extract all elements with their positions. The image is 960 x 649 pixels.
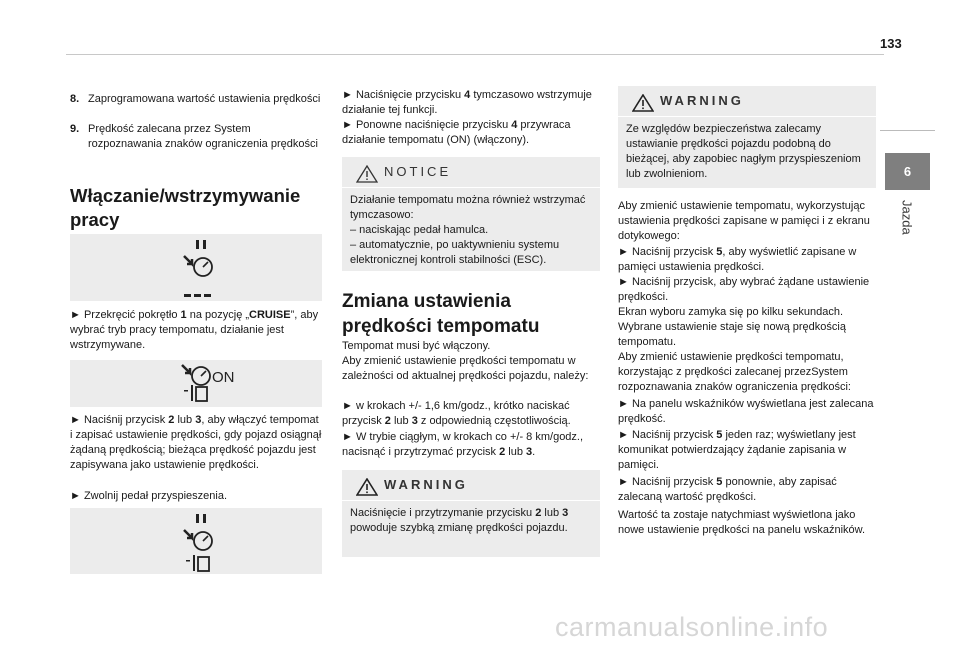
warning-label: WARNING — [660, 93, 744, 108]
page-number: 133 — [880, 36, 902, 51]
cruise-pause-illustration — [70, 508, 322, 574]
notice-line: Działanie tempomatu można również wstrzymać tymczasowo: — [350, 194, 586, 221]
notice-line: – automatycznie, po uaktywnieniu systemu elektronicznej kontroli stabilności (ESC). — [350, 239, 560, 266]
notice-header — [342, 157, 600, 187]
list-item-number: 8. — [70, 93, 80, 105]
watermark: carmanualsonline.info — [555, 612, 829, 642]
warning-header — [618, 86, 876, 116]
paragraph: Aby zmienić ustawienie prędkości tempomatu, korzystając z prędkości zalecanej przezSystem rozpoznawania znaków ograniczenia prędkości: — [618, 351, 851, 393]
cruise-pause-icon — [70, 508, 322, 574]
warning-box — [342, 470, 600, 557]
list-item — [70, 92, 322, 107]
warning-icon — [632, 94, 654, 112]
cruise-illustration — [70, 234, 322, 301]
warning-icon — [356, 478, 378, 496]
notice-box — [342, 157, 600, 271]
paragraph: Wartość ta zostaje natychmiast wyświetlona jako nowe ustawienie prędkości na panelu wskaźników. — [618, 509, 866, 536]
paragraph: ► Na panelu wskaźników wyświetlana jest zalecana prędkość. — [618, 398, 874, 425]
warning-body: Naciśnięcie i przytrzymanie przycisku 2 lub 3 powoduje szybką zmianę prędkości pojazdu. — [350, 507, 569, 534]
paragraph: ► Naciśnij przycisk 5 ponownie, aby zapisać zalecaną wartość prędkości. — [618, 476, 837, 503]
warning-header — [342, 470, 600, 500]
paragraph: Tempomat musi być włączony. — [342, 340, 491, 352]
notice-label: NOTICE — [384, 164, 452, 179]
paragraph: ► Ponowne naciśnięcie przycisku 4 przywraca działanie tempomatu (ON) (włączony). — [342, 119, 571, 146]
list-item — [70, 122, 322, 152]
cruise-on-icon — [70, 360, 322, 407]
cruise-dial-icon — [70, 234, 322, 301]
paragraph: ► Zwolnij pedał przyspieszenia. — [70, 490, 228, 502]
notice-line: – naciskając pedał hamulca. — [350, 224, 489, 236]
chapter-label — [880, 200, 935, 280]
list-item-text: Zaprogramowana wartość ustawienia prędkości — [88, 93, 321, 105]
warning-label: WARNING — [384, 477, 468, 492]
paragraph: Aby zmienić ustawienie tempomatu, wykorzystując ustawienia prędkości zapisane w pamięci i z ekranu dotykowego: — [618, 200, 870, 242]
paragraph: ► Naciśnij przycisk 5 jeden raz; wyświetlany jest komunikat potwierdzający żądanie zapisania w pamięci. — [618, 429, 856, 471]
paragraph: ► w krokach +/- 1,6 km/godz., krótko naciskać przycisk 2 lub 3 z odpowiednią częstotliwością. — [342, 400, 571, 427]
on-label: ON — [212, 369, 235, 386]
header-rule — [66, 54, 884, 55]
side-tab-rule — [880, 130, 935, 131]
paragraph: ► Naciśnij przycisk, aby wybrać żądane ustawienie prędkości. — [618, 276, 870, 303]
section-heading: Włączanie/wstrzymywanie pracy — [70, 185, 301, 230]
paragraph: ► Naciśnij przycisk 5, aby wyświetlić zapisane w pamięci ustawienia prędkości. — [618, 246, 857, 273]
warning-body: Ze względów bezpieczeństwa zalecamy ustawianie prędkości pojazdu podobną do bieżącej, aby zapobiec nagłym przyspieszeniom lub zwolnieniom. — [626, 123, 861, 180]
paragraph: ► Przekręcić pokrętło 1 na pozycję „CRUISE”, aby wybrać tryb pracy tempomatu, działanie jest wstrzymywane. — [70, 309, 319, 351]
section-heading: Zmiana ustawienia prędkości tempomatu — [342, 291, 540, 337]
notice-body — [350, 193, 596, 268]
paragraph: Ekran wyboru zamyka się po kilku sekundach. — [618, 306, 843, 318]
cruise-on-illustration — [70, 360, 322, 407]
list-item-text: Prędkość zalecana przez System rozpoznawania znaków ograniczenia prędkości — [88, 123, 318, 150]
paragraph: Wybrane ustawienie staje się nową prędkością tempomatu. — [618, 321, 846, 348]
warning-box — [618, 86, 876, 188]
paragraph: ► Naciśnij przycisk 2 lub 3, aby włączyć tempomat i zapisać ustawienie prędkości, gdy pojazd osiągnął żądaną prędkością; bieżąca prędkość pojazdu jest zapisywana jako ustawienie prędkości. — [70, 414, 322, 471]
list-item-number: 9. — [70, 123, 80, 135]
paragraph: ► W trybie ciągłym, w krokach co +/- 8 km/godz., nacisnąć i przytrzymać przycisk 2 lub 3. — [342, 431, 584, 458]
paragraph: Aby zmienić ustawienie prędkości tempomatu w zależności od aktualnej prędkości pojazdu, należy: — [342, 355, 589, 382]
paragraph: ► Naciśnięcie przycisku 4 tymczasowo wstrzymuje działanie tej funkcji. — [342, 89, 592, 116]
chapter-tab[interactable]: 6 — [885, 153, 930, 190]
chapter-label-text: Jazda — [899, 200, 915, 235]
notice-icon — [356, 165, 378, 183]
